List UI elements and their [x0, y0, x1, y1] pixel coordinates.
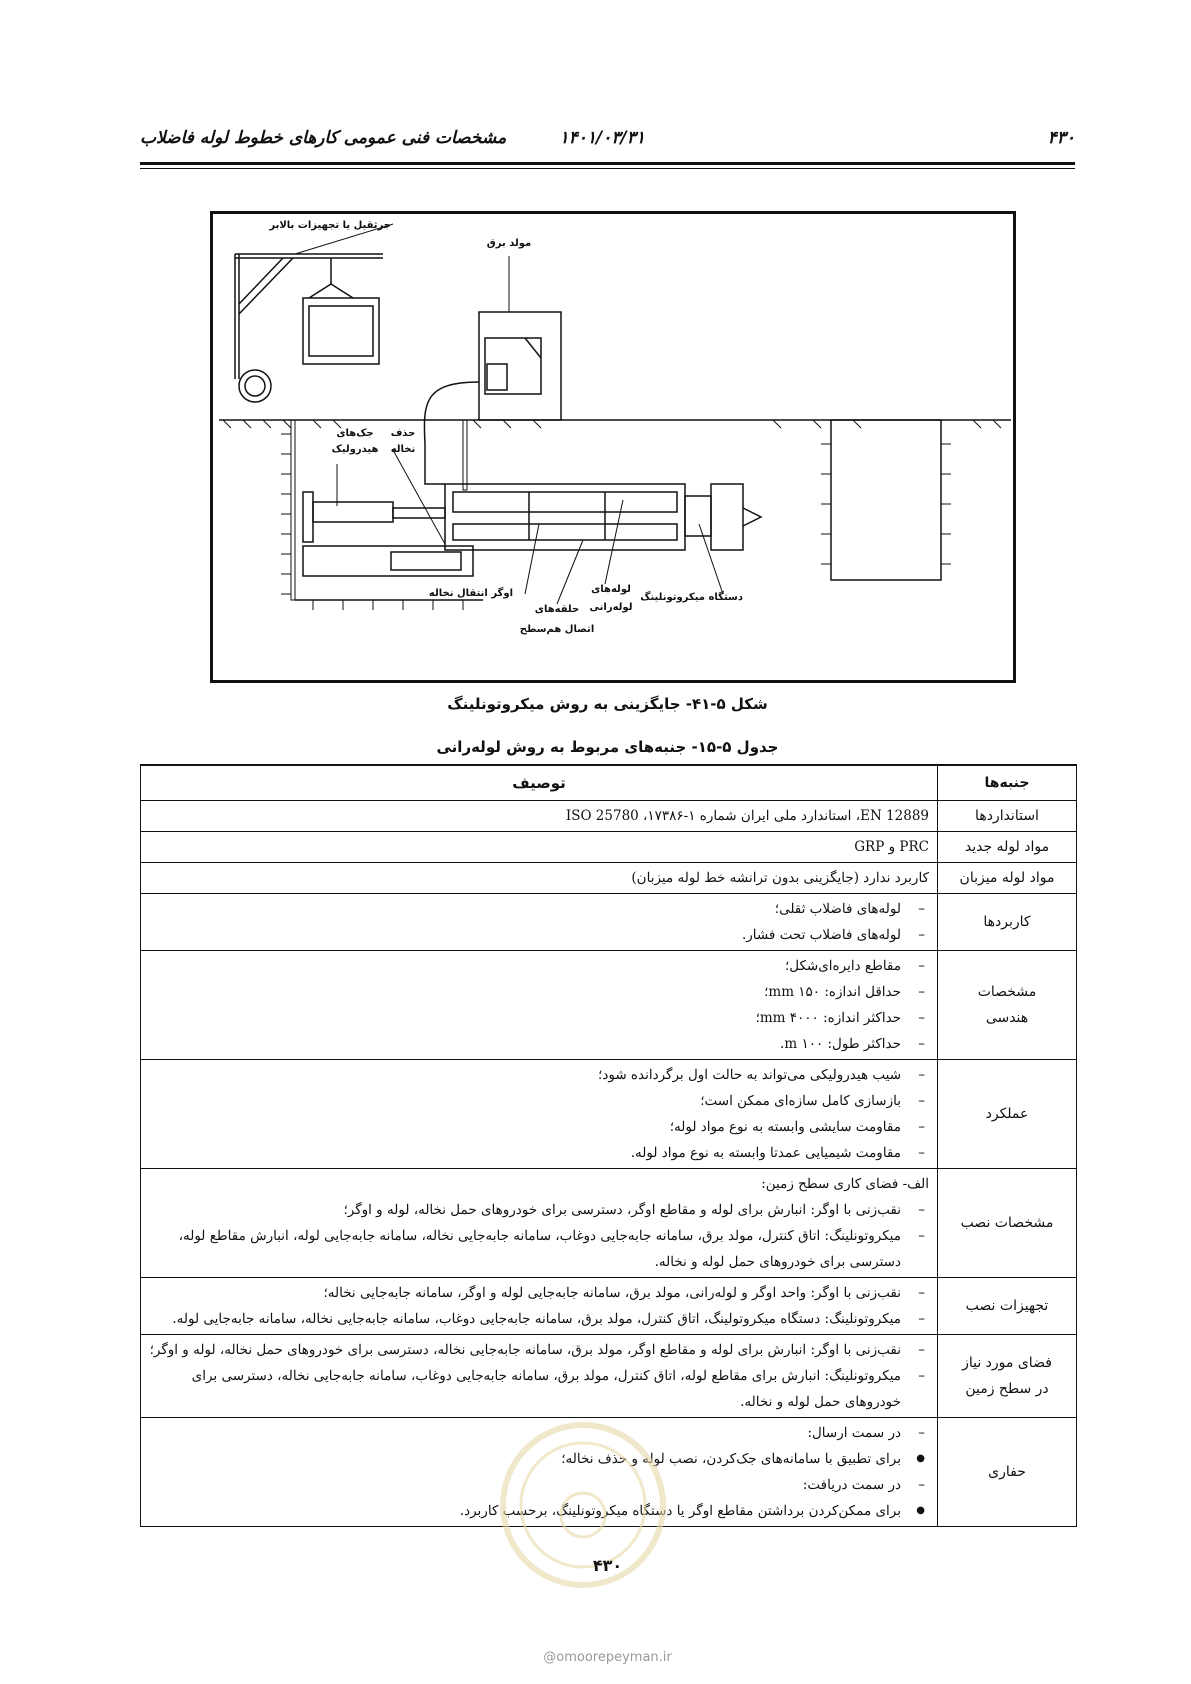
pipe-train — [303, 484, 761, 576]
list-item: – بازسازی کامل سازه‌ای ممکن است؛ — [149, 1088, 929, 1114]
list-item: – نقب‌زنی با اوگر: انبارش برای لوله و مقاطع اوگر، مولد برق، سامانه جابه‌جایی نخاله، دسترسی برای خودروهای حمل نخاله، لوله و اوگر؛ — [149, 1337, 929, 1363]
list-item: – نقب‌زنی با اوگر: واحد اوگر و لوله‌رانی، مولد برق، سامانه جابه‌جایی لوله و اوگر، سامانه جابه‌جایی نخاله؛ — [149, 1280, 929, 1306]
table-row — [141, 951, 1077, 1060]
list-item: – نقب‌زنی با اوگر: انبارش برای لوله و مقاطع اوگر، دسترسی برای خودروهای حمل نخاله، لوله و اوگر؛ — [149, 1197, 929, 1223]
aspect-performance: عملکرد — [938, 1060, 1077, 1169]
label-pipes-1: لوله‌های — [591, 584, 631, 595]
aspects-table — [140, 764, 1077, 1527]
header-page-number: ۴۳۰ — [1047, 128, 1075, 148]
table-row — [141, 863, 1077, 894]
list-item: – لوله‌های فاضلاب ثقلی؛ — [149, 896, 929, 922]
aspect-installation: مشخصات نصب — [938, 1169, 1077, 1278]
list-item: – حداکثر اندازه: ۴۰۰۰ mm؛ — [149, 1005, 929, 1031]
list-item: – در سمت دریافت: — [149, 1472, 929, 1498]
list-item: – شیب هیدرولیکی می‌تواند به حالت اول برگردانده شود؛ — [149, 1062, 929, 1088]
table-row — [141, 1169, 1077, 1278]
list-item: ● برای ممکن‌کردن برداشتن مقاطع اوگر یا دستگاه میکروتونلینگ، برحسب کاربرد. — [149, 1498, 929, 1524]
watermark-url: @omoorepeyman.ir — [543, 1650, 672, 1665]
aspect-geometry-1: مشخصات — [977, 984, 1037, 1000]
label-crane: جرثقیل یا تجهیزات بالابر — [269, 220, 391, 231]
aspect-space-2: در سطح زمین — [965, 1381, 1049, 1397]
list-item: – لوله‌های فاضلاب تحت فشار. — [149, 922, 929, 948]
list-item: – مقاومت شیمیایی عمدتا وابسته به نوع مواد لوله. — [149, 1140, 929, 1166]
installation-intro: الف- فضای کاری سطح زمین: — [761, 1176, 929, 1192]
header-date: ۱۴۰۱/۰۳/۳۱ — [559, 128, 645, 148]
list-item: – مقاومت سایشی وابسته به نوع مواد لوله؛ — [149, 1114, 929, 1140]
list-item: – حداقل اندازه: ۱۵۰ mm؛ — [149, 979, 929, 1005]
crane-icon — [235, 254, 383, 402]
list-item: ● برای تطبیق با سامانه‌های جک‌کردن، نصب لوله و حذف نخاله؛ — [149, 1446, 929, 1472]
list-item: – میکروتونلینگ: اتاق کنترل، مولد برق، سامانه جابه‌جایی دوغاب، سامانه جابه‌جایی نخاله، سامانه جابه‌جایی لوله، انبارش مقاطع لوله، دسترسی برای خودروهای حمل لوله و نخاله. — [149, 1223, 929, 1275]
list-item: – میکروتونلینگ: انبارش برای مقاطع لوله، اتاق کنترل، مولد برق، سامانه جابه‌جایی دوغاب، سامانه جابه‌جایی نخاله، دسترسی برای خودروهای حمل لوله و نخاله. — [149, 1363, 929, 1415]
label-jacks-2: هیدرولیک — [331, 444, 379, 455]
table-row — [141, 1060, 1077, 1169]
label-rings-1: حلقه‌های — [534, 604, 580, 615]
table-header-row — [141, 765, 1077, 801]
label-jacks-1: جک‌های — [336, 428, 374, 439]
aspect-standards: استانداردها — [938, 801, 1077, 832]
label-auger: اوگر انتقال نخاله — [428, 588, 513, 599]
desc-standards: EN 12889، استاندارد ملی ایران شماره ۱-۱۷۳۸۶، ISO 25780 — [141, 801, 938, 832]
label-spoil-2: نخاله — [390, 444, 416, 455]
table-row — [141, 1278, 1077, 1335]
list-item: – حداکثر طول: ۱۰۰ m. — [149, 1031, 929, 1057]
footer-page-number: ۴۳۰ — [592, 1556, 623, 1575]
aspect-host-pipe: مواد لوله میزبان — [938, 863, 1077, 894]
figure-microtunneling — [210, 211, 1016, 683]
table-row — [141, 1335, 1077, 1418]
label-generator: مولد برق — [486, 238, 532, 249]
microtunneling-diagram — [213, 214, 1013, 680]
aspect-excavation: حفاری — [938, 1418, 1077, 1527]
aspect-applications: کاربردها — [938, 894, 1077, 951]
generator-icon — [424, 312, 561, 484]
table-row — [141, 832, 1077, 863]
desc-host-pipe: کاربرد ندارد (جایگزینی بدون ترانشه خط لوله میزبان) — [141, 863, 938, 894]
table-caption: جدول ۵-۱۵- جنبه‌های مربوط به روش لوله‌رانی — [436, 738, 779, 756]
ground-hatch — [223, 420, 1001, 428]
header-rule-thin — [140, 168, 1075, 169]
table-row — [141, 894, 1077, 951]
label-pipes-2: لوله‌رانی — [589, 602, 633, 613]
figure-caption: شکل ۵-۴۱- جایگزینی به روش میکروتونلینگ — [447, 695, 768, 713]
aspect-space-1: فضای مورد نیاز — [962, 1355, 1052, 1371]
list-item: – میکروتونلینگ: دستگاه میکروتولینگ، اتاق کنترل، مولد برق، سامانه جابه‌جایی دوغاب، سامانه جابه‌جایی نخاله، سامانه جابه‌جایی لوله. — [149, 1306, 929, 1332]
list-item: – مقاطع دایره‌ای‌شکل؛ — [149, 953, 929, 979]
header-aspects: جنبه‌ها — [938, 765, 1077, 801]
aspect-equipment: تجهیزات نصب — [938, 1278, 1077, 1335]
header-description: توصیف — [141, 765, 938, 801]
header-title: مشخصات فنی عمومی کارهای خطوط لوله فاضلاب — [140, 128, 507, 148]
aspect-new-pipe: مواد لوله جدید — [938, 832, 1077, 863]
aspect-geometry-2: هندسی — [985, 1010, 1029, 1026]
page-header — [140, 128, 1075, 158]
header-rule-thick — [140, 162, 1075, 165]
desc-new-pipe: PRC و GRP — [141, 832, 938, 863]
table-row — [141, 801, 1077, 832]
list-item: – در سمت ارسال: — [149, 1420, 929, 1446]
label-rings-2: اتصال هم‌سطح — [519, 624, 595, 635]
label-mtbm: دستگاه میکروتونلینگ — [640, 592, 743, 603]
label-spoil-1: حذف — [390, 428, 416, 439]
